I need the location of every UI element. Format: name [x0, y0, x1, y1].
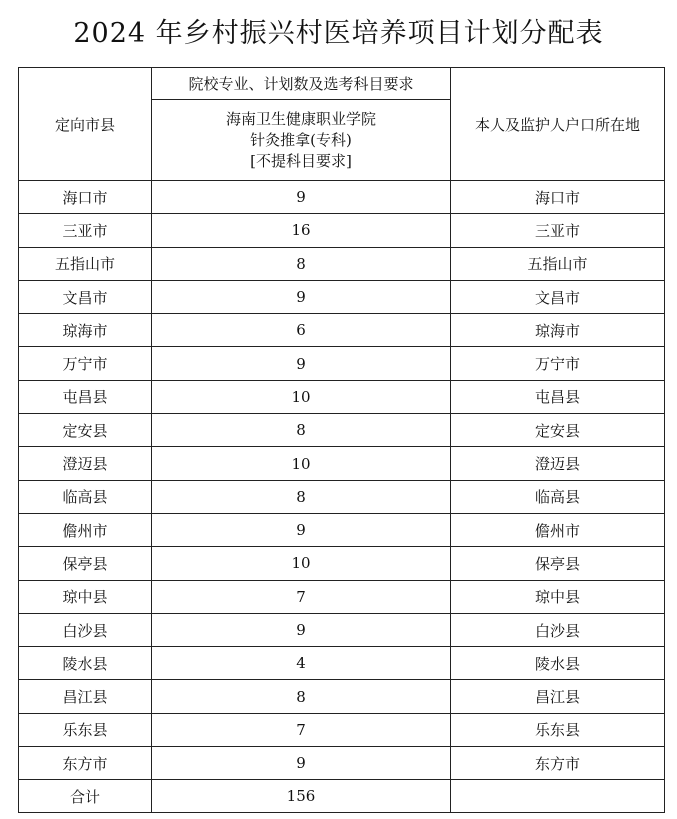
count-cell: 8 [152, 247, 451, 280]
county-cell: 文昌市 [19, 280, 152, 313]
table-row [19, 214, 665, 247]
residence-cell: 海口市 [451, 181, 665, 214]
county-cell: 保亭县 [19, 547, 152, 580]
header-group-label: 院校专业、计划数及选考科目要求 [152, 68, 451, 100]
table-row [19, 414, 665, 447]
header-county: 定向市县 [19, 68, 152, 181]
table-row [19, 613, 665, 646]
total-count: 156 [152, 780, 451, 813]
header-residence: 本人及监护人户口所在地 [451, 68, 665, 181]
count-cell: 6 [152, 314, 451, 347]
table-row [19, 480, 665, 513]
county-cell: 澄迈县 [19, 447, 152, 480]
table-row [19, 380, 665, 413]
page-title: 2024 年乡村振兴村医培养项目计划分配表 [73, 18, 604, 49]
count-cell: 8 [152, 414, 451, 447]
residence-cell: 琼海市 [451, 314, 665, 347]
header-row [19, 68, 665, 100]
total-row [19, 780, 665, 813]
count-cell: 9 [152, 280, 451, 313]
county-cell: 屯昌县 [19, 380, 152, 413]
allocation-table [18, 67, 665, 813]
county-cell: 乐东县 [19, 713, 152, 746]
table-row [19, 680, 665, 713]
table-row [19, 547, 665, 580]
count-cell: 4 [152, 647, 451, 680]
residence-cell: 万宁市 [451, 347, 665, 380]
count-cell: 7 [152, 713, 451, 746]
residence-cell: 陵水县 [451, 647, 665, 680]
county-cell: 琼中县 [19, 580, 152, 613]
residence-cell: 澄迈县 [451, 447, 665, 480]
county-cell: 陵水县 [19, 647, 152, 680]
table-row [19, 280, 665, 313]
table-row [19, 347, 665, 380]
count-cell: 9 [152, 747, 451, 780]
county-cell: 万宁市 [19, 347, 152, 380]
county-cell: 琼海市 [19, 314, 152, 347]
residence-cell: 儋州市 [451, 513, 665, 546]
residence-cell: 昌江县 [451, 680, 665, 713]
table-body [19, 68, 665, 813]
county-cell: 东方市 [19, 747, 152, 780]
county-cell: 定安县 [19, 414, 152, 447]
count-cell: 8 [152, 480, 451, 513]
county-cell: 昌江县 [19, 680, 152, 713]
count-cell: 9 [152, 181, 451, 214]
residence-cell: 临高县 [451, 480, 665, 513]
residence-cell: 文昌市 [451, 280, 665, 313]
table-row [19, 713, 665, 746]
residence-cell: 屯昌县 [451, 380, 665, 413]
count-cell: 10 [152, 447, 451, 480]
residence-cell: 三亚市 [451, 214, 665, 247]
county-cell: 白沙县 [19, 613, 152, 646]
table-row [19, 647, 665, 680]
total-label: 合计 [19, 780, 152, 813]
count-cell: 9 [152, 347, 451, 380]
header-major: 针灸推拿(专科) [250, 130, 352, 149]
residence-cell: 琼中县 [451, 580, 665, 613]
table-row [19, 247, 665, 280]
count-cell: 16 [152, 214, 451, 247]
count-cell: 8 [152, 680, 451, 713]
header-school-cell [152, 100, 451, 181]
table-row [19, 314, 665, 347]
count-cell: 10 [152, 380, 451, 413]
total-residence [451, 780, 665, 813]
county-cell: 五指山市 [19, 247, 152, 280]
header-school: 海南卫生健康职业学院 [225, 109, 376, 128]
county-cell: 三亚市 [19, 214, 152, 247]
county-cell: 儋州市 [19, 513, 152, 546]
count-cell: 10 [152, 547, 451, 580]
header-requirement: [不提科目要求] [250, 151, 352, 170]
count-cell: 9 [152, 513, 451, 546]
count-cell: 9 [152, 613, 451, 646]
residence-cell: 定安县 [451, 414, 665, 447]
table-row [19, 181, 665, 214]
residence-cell: 白沙县 [451, 613, 665, 646]
residence-cell: 五指山市 [451, 247, 665, 280]
table-row [19, 747, 665, 780]
residence-cell: 东方市 [451, 747, 665, 780]
count-cell: 7 [152, 580, 451, 613]
table-row [19, 513, 665, 546]
residence-cell: 乐东县 [451, 713, 665, 746]
residence-cell: 保亭县 [451, 547, 665, 580]
table-row [19, 447, 665, 480]
county-cell: 海口市 [19, 181, 152, 214]
table-row [19, 580, 665, 613]
county-cell: 临高县 [19, 480, 152, 513]
